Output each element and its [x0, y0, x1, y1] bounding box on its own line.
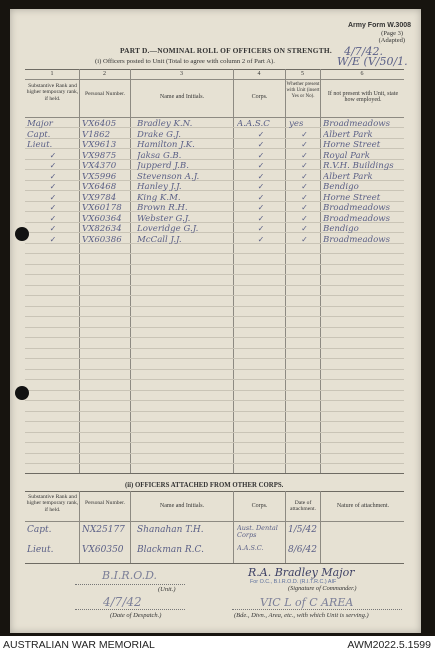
cell-corps: ✓: [257, 224, 265, 233]
cell-present: ✓: [301, 171, 308, 181]
cell-present: ✓: [301, 234, 308, 244]
cell-name: King K.M.: [137, 192, 181, 203]
adapted-label: (Adapted): [378, 37, 405, 44]
ruled-line: [25, 432, 404, 433]
cell-employed: Broadmeadows: [323, 234, 391, 245]
archive-footer: [0, 636, 435, 653]
cell-rank: Capt.: [27, 129, 51, 140]
army-form-number: Army Form W.3008: [347, 22, 411, 29]
ruled-line: [25, 358, 404, 359]
ruled-line: [25, 253, 404, 254]
cell-number: V1862: [82, 129, 111, 140]
cell-number: VX60386: [82, 234, 122, 245]
ruled-line: [25, 400, 404, 401]
punch-hole-top: [15, 227, 29, 241]
cell-present: ✓: [301, 150, 308, 160]
ii-header-personal-number: Personal Number.: [84, 500, 126, 506]
header-rank: Substantive Rank and higher temporary rank, if held.: [26, 83, 79, 102]
ii-header-corps: Corps.: [251, 503, 268, 509]
dispatch-date-handwritten: 4/7/42: [103, 595, 142, 609]
ruled-line: [25, 379, 404, 380]
ruled-line: [25, 337, 404, 338]
area-handwritten: VIC L of C AREA: [260, 596, 354, 609]
cell-present: ✓: [301, 129, 308, 139]
cell-present: yes: [289, 119, 304, 129]
cell-employed: Broadmeadows: [323, 203, 391, 213]
col-number-6: 6: [360, 71, 364, 77]
cell-employed: Albert Park: [323, 171, 373, 182]
header-corps: Corps.: [251, 94, 268, 100]
ruled-line: [25, 327, 404, 328]
cell-number: VX9613: [82, 140, 117, 150]
section-ii-title: (ii) OFFICERS ATTACHED FROM OTHER CORPS.: [125, 482, 284, 489]
ruled-line: [25, 316, 404, 317]
header-personal-number: Personal Number.: [84, 91, 126, 97]
cell-name: Shanahan T.H.: [137, 525, 204, 535]
area-label: (Bde., Divn., Area, etc., with which Unit is serving.): [234, 612, 369, 619]
cell-rank: ✓: [49, 203, 57, 212]
cell-present: ✓: [301, 161, 308, 170]
cell-corps: ✓: [257, 203, 265, 212]
cell-employed: Bendigo: [323, 182, 359, 192]
cell-name: Brown R.H.: [137, 203, 188, 213]
cell-number: VX5996: [82, 171, 117, 182]
cell-rank: ✓: [49, 161, 57, 170]
cell-employed: R.V.H. Buildings: [323, 161, 394, 171]
ruled-line: [25, 390, 404, 391]
cell-corps: A.A.S.C: [237, 119, 270, 129]
ruled-line: [25, 442, 404, 443]
we-handwritten: W/E (V/50/1.: [337, 55, 408, 68]
cell-present: ✓: [301, 213, 308, 223]
ruled-line: [25, 463, 404, 464]
header-name: Name and Initials.: [159, 94, 205, 100]
cell-present: ✓: [301, 203, 308, 212]
cell-number: VX9875: [82, 150, 117, 161]
cell-name: Jaksa G.B.: [137, 150, 182, 161]
ii-header-date: Date of attachment.: [290, 500, 316, 513]
col-number-1: 1: [50, 71, 54, 77]
ii-header-rank: Substantive Rank and higher temporary rank, if held.: [26, 494, 79, 513]
ruled-line: [25, 295, 404, 296]
cell-name: Drake G.J.: [137, 129, 181, 140]
cell-number: VX82634: [82, 224, 122, 234]
header-present: Whether present with Unit (insert Yes or No).: [286, 82, 320, 99]
cell-corps: ✓: [257, 213, 265, 223]
cell-corps: Aust. Dental Corps: [237, 525, 278, 539]
cell-employed: Bendigo: [323, 224, 359, 234]
ruled-line: [25, 453, 404, 454]
cell-present: ✓: [301, 182, 308, 191]
cell-employed: Albert Park: [323, 129, 373, 140]
army-form-page: [10, 9, 421, 633]
cell-employed: Horne Street: [323, 140, 381, 150]
cell-corps: ✓: [257, 192, 265, 202]
ruled-line: [25, 369, 404, 370]
attached-officers-table: [25, 491, 404, 563]
col-number-5: 5: [301, 71, 304, 77]
cell-corps: ✓: [257, 129, 265, 139]
header-employed: If not present with Unit, state how employed.: [327, 91, 399, 104]
cell-employed: Horne Street: [323, 192, 381, 203]
cell-rank: ✓: [49, 150, 57, 160]
unit-label: (Unit.): [158, 586, 176, 593]
cell-name: Blackman R.C.: [137, 545, 204, 555]
cell-rank: ✓: [49, 182, 57, 191]
cell-present: ✓: [301, 224, 308, 233]
ruled-line: [25, 274, 404, 275]
cell-corps: A.A.S.C.: [237, 545, 264, 552]
cell-employed: Broadmeadows: [323, 119, 391, 129]
ruled-line: [25, 411, 404, 412]
cell-rank: Capt.: [27, 525, 52, 535]
date-handwritten: 4/7/42.: [344, 45, 383, 58]
cell-employed: Royal Park: [323, 150, 370, 161]
ruled-line: [25, 421, 404, 422]
section-i-title: (i) Officers posted to Unit (Total to agree with column 2 of Part A).: [95, 58, 275, 65]
ii-header-name: Name and Initials.: [159, 503, 205, 509]
officers-on-strength-table: [25, 69, 404, 473]
cell-present: ✓: [301, 192, 308, 202]
col-number-4: 4: [257, 71, 261, 77]
cell-corps: ✓: [257, 161, 265, 170]
signature-handwritten: R.A. Bradley Major: [248, 566, 355, 579]
cell-name: Hamilton J.K.: [137, 140, 195, 150]
dispatch-label: (Date of Despatch.): [110, 612, 162, 619]
cell-name: Loveridge G.J.: [137, 224, 199, 234]
archive-reference: AWM2022.5.1599: [347, 639, 431, 651]
cell-rank: ✓: [49, 234, 57, 244]
cell-rank: ✓: [49, 171, 57, 181]
cell-name: Jupperd J.B.: [137, 161, 189, 171]
cell-number: NX25177: [82, 525, 125, 535]
cell-corps: ✓: [257, 182, 265, 191]
cell-number: VX9784: [82, 192, 117, 203]
cell-date: 8/6/42: [288, 545, 317, 555]
cell-rank: ✓: [49, 192, 57, 202]
ruled-line: [25, 306, 404, 307]
cell-corps: ✓: [257, 234, 265, 244]
cell-number: VX60350: [82, 545, 124, 555]
cell-rank: ✓: [49, 224, 57, 233]
cell-present: ✓: [301, 140, 308, 149]
cell-number: VX6468: [82, 182, 117, 192]
cell-rank: ✓: [49, 213, 57, 223]
col-number-3: 3: [180, 71, 183, 77]
cell-number: VX4370: [82, 161, 117, 171]
unit-handwritten: B.I.R.O.D.: [102, 569, 157, 582]
cell-name: Stevenson A.J.: [137, 171, 200, 182]
ruled-line: [25, 285, 404, 286]
part-title: PART D.—NOMINAL ROLL OF OFFICERS ON STRENGTH.: [120, 46, 332, 55]
cell-rank: Lieut.: [27, 545, 54, 555]
cell-name: McCall J.J.: [137, 234, 182, 245]
cell-rank: Major: [27, 119, 53, 129]
cell-corps: ✓: [257, 150, 265, 160]
cell-number: VX60364: [82, 213, 122, 224]
archive-name: AUSTRALIAN WAR MEMORIAL: [3, 639, 155, 651]
col-number-2: 2: [103, 71, 106, 77]
cell-corps: ✓: [257, 171, 265, 181]
signature-stamp: For O.C., B.I.R.O.D. (R.I.T.R.C.) AIF: [250, 579, 337, 585]
punch-hole-bottom: [15, 386, 29, 400]
ruled-line: [25, 348, 404, 349]
cell-name: Bradley K.N.: [137, 119, 193, 129]
page-indicator: (Page 3): [381, 30, 403, 37]
cell-number: VX60178: [82, 203, 122, 213]
ii-header-nature: Nature of attachment.: [336, 503, 390, 509]
ruled-line: [25, 264, 404, 265]
cell-employed: Broadmeadows: [323, 213, 391, 224]
cell-corps: ✓: [257, 140, 265, 149]
signature-label: (Signature of Commander.): [288, 585, 357, 592]
cell-name: Hanley J.J.: [137, 182, 182, 192]
cell-date: 1/5/42: [288, 525, 317, 535]
cell-rank: Lieut.: [27, 140, 53, 150]
cell-number: VX6405: [82, 119, 117, 129]
cell-name: Webster G.J.: [137, 213, 191, 224]
